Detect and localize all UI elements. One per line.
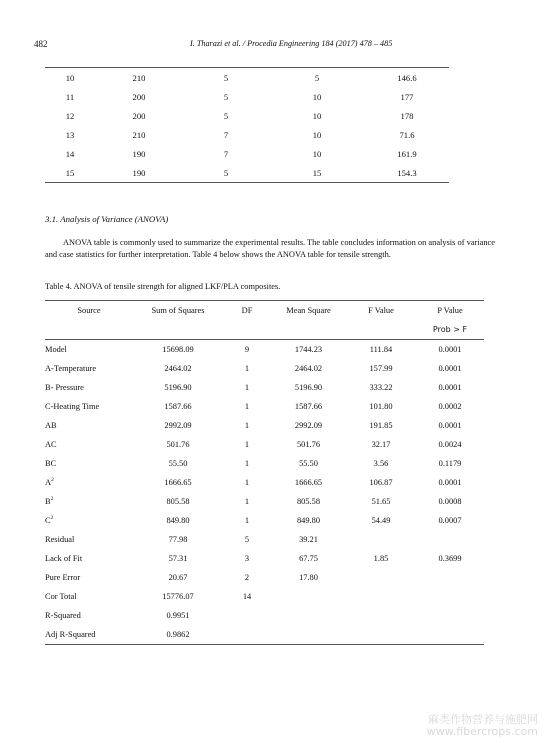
table-row	[45, 87, 449, 106]
source-cell	[45, 397, 133, 416]
table-cell: 805.58	[296, 497, 321, 506]
table-cell: 77.98	[168, 535, 188, 544]
table-cell: 1	[244, 497, 250, 506]
table-cell: 161.9	[397, 148, 417, 159]
table-row	[45, 378, 484, 397]
table-cell: 10	[312, 129, 322, 140]
table-row	[45, 340, 484, 360]
col-header-df: DF	[223, 301, 271, 321]
table-cell: 0.0001	[438, 383, 462, 392]
table-cell: 3	[244, 554, 250, 563]
table-cell: 191.85	[369, 421, 393, 430]
table-cell	[416, 530, 484, 549]
col-header-sum-of-squares: Sum of Squares	[133, 301, 223, 321]
source-cell	[45, 511, 133, 530]
table-cell: 5	[244, 535, 250, 544]
table-cell	[416, 568, 484, 587]
table-cell: 0.0001	[438, 364, 462, 373]
table-cell: 154.3	[365, 163, 449, 183]
table-cell: 10	[312, 110, 322, 121]
table-row	[45, 587, 484, 606]
table-cell: 0.1179	[438, 459, 462, 468]
table-cell: 210	[132, 129, 146, 140]
table4-anova	[45, 300, 484, 645]
source-label: Pure Error	[45, 573, 81, 582]
table-row	[45, 606, 484, 625]
table-cell: 849.80	[296, 516, 321, 525]
table-cell: 0.0024	[438, 440, 462, 449]
source-label: Residual	[45, 535, 75, 544]
table-cell	[416, 625, 484, 645]
table-cell: 1	[244, 364, 250, 373]
table-cell: 5	[183, 163, 269, 183]
table-cell: 501.76	[166, 440, 190, 449]
source-cell	[45, 625, 133, 645]
source-label: C-Heating Time	[45, 402, 100, 411]
table-cell: 177	[400, 91, 414, 102]
table-cell: 39.21	[299, 535, 318, 544]
source-cell	[45, 473, 133, 492]
table-cell: 14	[65, 148, 75, 159]
source-cell	[45, 492, 133, 511]
source-cell	[45, 416, 133, 435]
table-cell	[346, 530, 416, 549]
table-cell: 210	[95, 68, 183, 88]
table-cell: 190	[95, 163, 183, 183]
source-label: Model	[45, 345, 67, 354]
table-cell: 1	[244, 459, 250, 468]
source-label: Cor Total	[45, 592, 77, 601]
table-row	[45, 511, 484, 530]
table-row	[45, 144, 449, 163]
source-cell	[45, 340, 133, 360]
table-cell	[271, 625, 346, 645]
source-superscript: 2	[51, 477, 54, 484]
col-header-f-value: F Value	[346, 301, 416, 321]
table-cell: 0.0007	[438, 516, 462, 525]
table-cell: 0.0001	[438, 421, 462, 430]
table-cell: 190	[132, 148, 146, 159]
table-row	[45, 163, 449, 183]
table4-header-row	[45, 301, 484, 321]
table-cell: 57.31	[168, 554, 188, 563]
table4-subheader-row	[45, 320, 484, 340]
table-cell: 12	[65, 110, 75, 121]
col-header-mean-square: Mean Square	[271, 301, 346, 321]
source-label: AC	[45, 440, 57, 449]
table-row	[45, 549, 484, 568]
table-cell: 15	[269, 163, 365, 183]
table-cell: 1	[244, 421, 250, 430]
source-superscript: 2	[50, 515, 54, 522]
table-cell: 849.80	[166, 516, 190, 525]
table-cell: 106.87	[369, 478, 393, 487]
table-cell: 2992.09	[294, 421, 323, 430]
table-cell: 9	[244, 345, 250, 354]
col-subheader-prob: Prob > F	[416, 320, 484, 340]
table-cell: 55.50	[168, 459, 188, 468]
source-cell	[45, 435, 133, 454]
source-cell	[45, 549, 133, 568]
table-cell: 0.9862	[133, 625, 223, 645]
table-cell: 17.80	[299, 573, 318, 582]
source-label: AB	[45, 421, 57, 430]
table-cell: 0.3699	[438, 554, 462, 563]
table-cell: 32.17	[371, 440, 391, 449]
table-cell: 71.6	[399, 129, 415, 140]
table-cell: 0.0001	[438, 345, 462, 354]
table-cell: 5	[183, 68, 269, 88]
source-cell	[45, 378, 133, 397]
table-row	[45, 68, 449, 88]
table-row	[45, 568, 484, 587]
table-row	[45, 416, 484, 435]
section-heading: 3.1. Analysis of Variance (ANOVA)	[45, 214, 169, 224]
table-cell: 15	[45, 163, 95, 183]
table-cell: 1666.65	[294, 478, 323, 487]
table-cell: 1.85	[373, 554, 389, 563]
table-cell: 5	[223, 110, 229, 121]
table-cell: 146.6	[365, 68, 449, 88]
table-row	[45, 454, 484, 473]
running-head: I. Tharazi et al. / Procedia Engineering 184 (2017) 478 – 485	[190, 39, 393, 48]
table-cell	[223, 606, 271, 625]
table-cell	[416, 587, 484, 606]
table-cell: 333.22	[369, 383, 393, 392]
source-cell	[45, 587, 133, 606]
table-cell: 0.0001	[438, 478, 462, 487]
table-cell: 111.84	[369, 345, 393, 354]
table-row	[45, 435, 484, 454]
table-row	[45, 625, 484, 645]
table-cell: 2464.02	[294, 364, 323, 373]
source-cell	[45, 568, 133, 587]
table-cell: 14	[242, 592, 252, 601]
table-cell: 10	[312, 148, 322, 159]
table-cell: 7	[223, 129, 229, 140]
table-row	[45, 473, 484, 492]
table-cell: 11	[65, 91, 75, 102]
table-cell: 3.56	[373, 459, 389, 468]
source-label: B	[45, 497, 51, 506]
table-cell: 2464.02	[164, 364, 192, 373]
table-cell: 1	[244, 402, 250, 411]
table-cell	[271, 587, 346, 606]
source-label: R-Squared	[45, 611, 81, 620]
watermark-text-cn: 麻类作物营养与施肥网	[428, 713, 538, 726]
table-cell	[346, 625, 416, 645]
table-cell	[223, 625, 271, 645]
table-cell: 101.80	[369, 402, 393, 411]
table-cell: 10	[312, 91, 322, 102]
table-cell	[346, 568, 416, 587]
source-label: BC	[45, 459, 57, 468]
watermark-url: www.fibercrops.com	[426, 725, 538, 738]
table-cell: 15776.07	[162, 592, 194, 601]
source-label: B- Pressure	[45, 383, 84, 392]
source-superscript: 2	[50, 496, 54, 503]
table-row	[45, 359, 484, 378]
table-row	[45, 125, 449, 144]
source-label: A-Temperature	[45, 364, 97, 373]
table-cell: 178	[400, 110, 414, 121]
col-header-source: Source	[45, 301, 133, 321]
table-cell: 5196.90	[294, 383, 323, 392]
body-paragraph: ANOVA table is commonly used to summarize the experimental results. The table concludes information on analysis of variance and case statistics for further interpretation. Table 4 below shows the ANOVA table for tensile strength.	[45, 238, 495, 259]
table-row	[45, 106, 449, 125]
col-header-p-value: P Value	[416, 301, 484, 321]
table-cell: 1	[244, 516, 250, 525]
table-cell	[346, 606, 416, 625]
source-label: Lack of Fit	[45, 554, 83, 563]
source-cell	[45, 454, 133, 473]
table-cell: 0.9951	[166, 611, 190, 620]
table-cell: 2	[244, 573, 250, 582]
source-label: Adj R-Squared	[45, 630, 96, 639]
table-cell: 1744.23	[294, 345, 323, 354]
table-cell	[346, 587, 416, 606]
table-row	[45, 492, 484, 511]
table-cell: 13	[65, 129, 75, 140]
table-cell: 501.76	[296, 440, 321, 449]
source-cell	[45, 606, 133, 625]
table-cell: 1	[244, 478, 250, 487]
table-cell: 15698.09	[162, 345, 194, 354]
table-cell: 67.75	[299, 554, 318, 563]
table-cell: 1587.66	[164, 402, 192, 411]
table-cell: 5196.90	[164, 383, 192, 392]
table-row	[45, 530, 484, 549]
table4-caption: Table 4. ANOVA of tensile strength for aligned LKF/PLA composites.	[45, 282, 281, 291]
table-cell: 20.67	[168, 573, 188, 582]
table-cell: 5	[223, 91, 229, 102]
table-row	[45, 397, 484, 416]
source-cell	[45, 359, 133, 378]
table-cell: 7	[223, 148, 229, 159]
table-cell	[416, 606, 484, 625]
table-cell: 2992.09	[164, 421, 192, 430]
table-cell: 5	[269, 68, 365, 88]
source-cell	[45, 530, 133, 549]
table-cell: 0.0002	[438, 402, 462, 411]
table-cell: 200	[132, 110, 146, 121]
table-cell: 54.49	[371, 516, 391, 525]
table-cell: 200	[132, 91, 146, 102]
source-label: C	[45, 516, 51, 525]
table-cell: 51.65	[371, 497, 391, 506]
table-cell: 10	[45, 68, 95, 88]
source-label: A	[45, 478, 52, 487]
table-cell: 55.50	[299, 459, 318, 468]
table-cell: 1587.66	[294, 402, 323, 411]
table-cell: 1666.65	[164, 478, 192, 487]
table-cell	[271, 606, 346, 625]
page-number: 482	[34, 39, 48, 49]
table-cell: 157.99	[369, 364, 393, 373]
table-cell: 1	[244, 383, 250, 392]
table-cell: 805.58	[166, 497, 190, 506]
table-cell: 1	[244, 440, 250, 449]
table3-continuation	[45, 67, 449, 183]
table-cell: 0.0008	[438, 497, 462, 506]
